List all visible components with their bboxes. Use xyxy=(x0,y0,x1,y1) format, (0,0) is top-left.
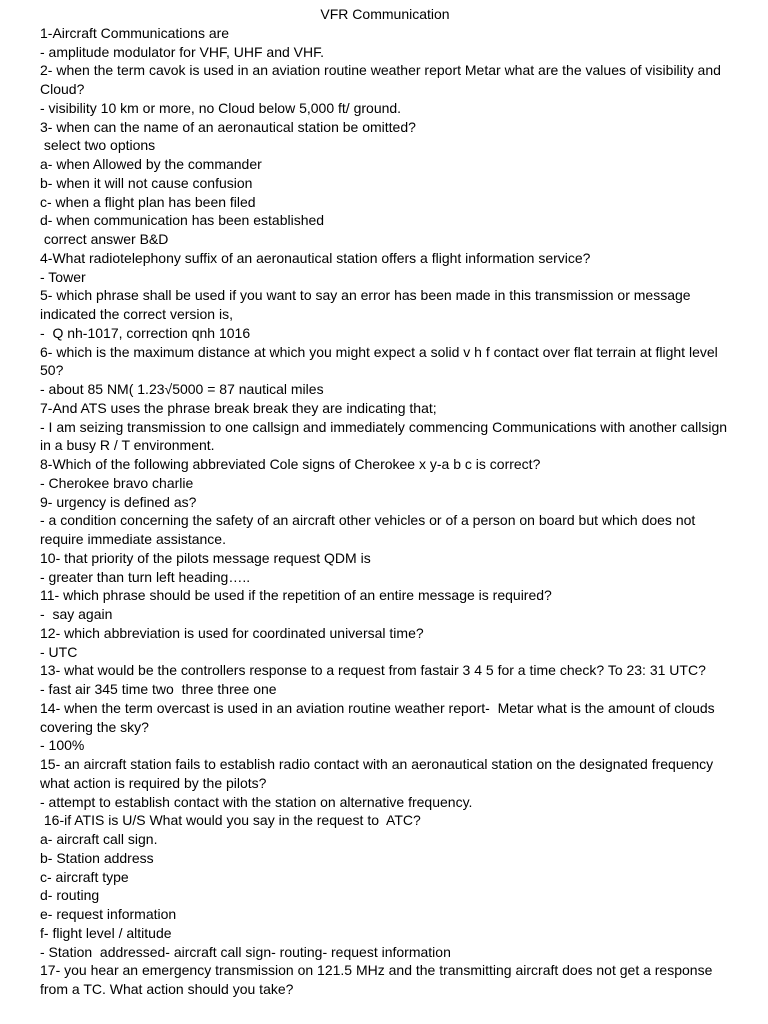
text-line: correct answer B&D xyxy=(40,231,169,247)
text-line: 15- an aircraft station fails to establish radio contact with an aeronautical station on the designated frequency what action is required by the pilots? xyxy=(40,756,718,791)
text-line: b- Station address xyxy=(40,849,154,866)
text-line: 10- that priority of the pilots message request QDM is xyxy=(40,549,371,566)
text-line: - Q nh-1017, correction qnh 1016 xyxy=(40,324,251,341)
text-line: - greater than turn left heading….. xyxy=(40,568,251,585)
text-line: e- request information xyxy=(40,906,177,922)
document-page xyxy=(40,5,730,999)
text-line: - visibility 10 km or more, no Cloud below 5,000 ft/ ground. xyxy=(40,99,402,116)
text-line: 14- when the term overcast is used in an aviation routine weather report- Metar what is the amount of clouds covering the sky? xyxy=(40,699,719,735)
text-line: 11- which phrase should be used if the repetition of an entire message is required? xyxy=(40,587,552,604)
text-line: - I am seizing transmission to one callsign and immediately commencing Communications with another callsign in a busy R / T environment. xyxy=(40,418,731,454)
text-line: 1-Aircraft Communications are xyxy=(40,24,230,41)
text-line: 4-What radiotelephony suffix of an aeronautical station offers a flight information service? xyxy=(40,249,591,266)
document-title: VFR Communication xyxy=(320,6,450,22)
text-line: 16-if ATIS is U/S What would you say in the request to ATC? xyxy=(40,812,421,829)
text-line: - say again xyxy=(40,606,113,622)
document-body xyxy=(40,24,730,999)
text-line: 3- when can the name of an aeronautical station be omitted? xyxy=(40,118,416,135)
text-line: - about 85 NM( 1.23√5000 = 87 nautical miles xyxy=(40,381,324,397)
text-line: select two options xyxy=(40,137,156,154)
text-line: 6- which is the maximum distance at which you might expect a solid v h f contact over flat terrain at flight level 50? xyxy=(40,343,722,379)
text-line: 8-Which of the following abbreviated Cole signs of Cherokee x y-a b c is correct? xyxy=(40,456,541,472)
text-line: 17- you hear an emergency transmission on 121.5 MHz and the transmitting aircraft does not get a response from a TC. What action should you take? xyxy=(40,962,717,997)
text-line: - attempt to establish contact with the station on alternative frequency. xyxy=(40,793,473,810)
text-line: 12- which abbreviation is used for coordinated universal time? xyxy=(40,624,424,641)
text-line: - 100% xyxy=(40,737,85,754)
text-line: a- aircraft call sign. xyxy=(40,831,158,847)
text-line: 2- when the term cavok is used in an aviation routine weather report Metar what are the values of visibility and Cloud? xyxy=(40,62,725,97)
text-line: a- when Allowed by the commander xyxy=(40,156,262,172)
text-line: c- when a flight plan has been filed xyxy=(40,193,256,210)
text-line: 5- which phrase shall be used if you want to say an error has been made in this transmission or message indicated the correct version is, xyxy=(40,287,695,322)
text-line: d- routing xyxy=(40,887,100,904)
text-line: - fast air 345 time two three three one xyxy=(40,681,277,697)
text-line: b- when it will not cause confusion xyxy=(40,174,253,191)
text-line: 7-And ATS uses the phrase break break they are indicating that; xyxy=(40,399,437,416)
text-line: 13- what would be the controllers response to a request from fastair 3 4 5 for a time check? To 23: 31 UTC? xyxy=(40,662,706,679)
text-line: f- flight level / altitude xyxy=(40,924,172,941)
text-line: - Cherokee bravo charlie xyxy=(40,474,194,491)
text-line: c- aircraft type xyxy=(40,868,129,885)
text-line: - Tower xyxy=(40,268,86,285)
text-line: - amplitude modulator for VHF, UHF and VHF. xyxy=(40,43,324,60)
text-line: - a condition concerning the safety of an aircraft other vehicles or of a person on board but which does not require immediate assistance. xyxy=(40,512,700,547)
text-line: - UTC xyxy=(40,643,78,660)
text-line: - Station addressed- aircraft call sign- routing- request information xyxy=(40,943,451,960)
text-line: d- when communication has been established xyxy=(40,212,325,229)
text-line: 9- urgency is defined as? xyxy=(40,493,197,510)
